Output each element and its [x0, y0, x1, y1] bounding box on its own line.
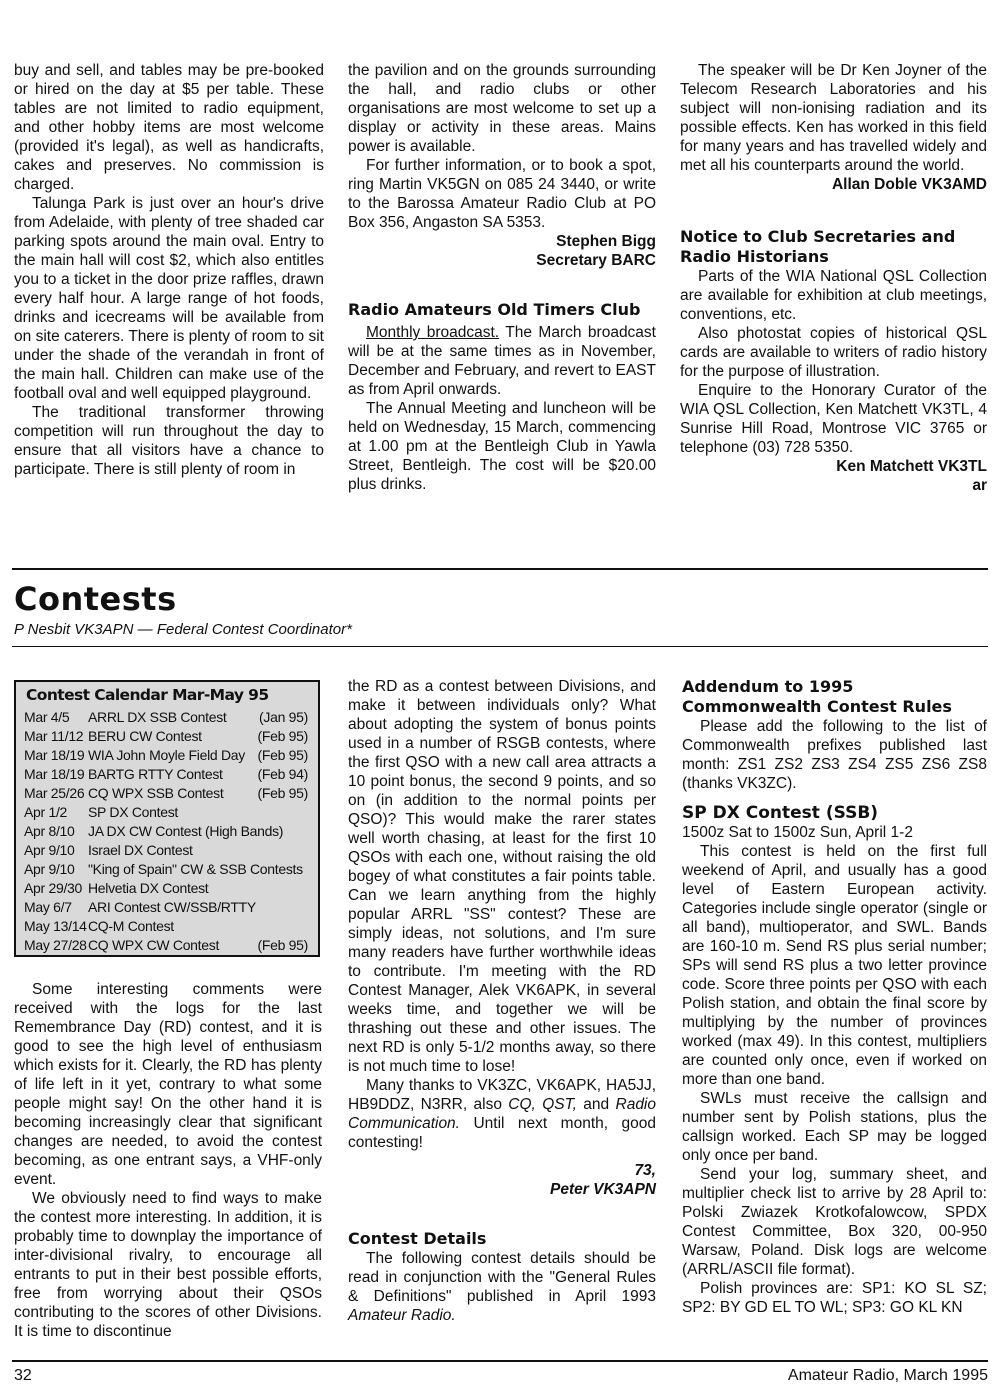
calendar-date: Apr 9/10	[24, 861, 75, 877]
signature: Ken Matchett VK3TL	[836, 458, 987, 475]
paragraph: Some interesting comments were received with the logs for the last Remembrance Day (RD) contest, and it is good to see the high level of enthusiasm which exists for it. Clearly, the RD has plenty of life left in it yet, contrary to what some people might say! On the other hand it is becoming increasingly clear that significant changes are needed, to avoid the contest becoming, as one entrant says, a VHF-only event.	[14, 981, 322, 1188]
italic-text: Radio Communication.	[348, 1096, 656, 1132]
paragraph: We obviously need to find ways to make the contest more interesting. In addition, it is probably time to downplay the importance of inter-divisional rivalry, to encourage all entrants to put in their best possible efforts, free from worrying about their QSOs contributing to the scores of other Divisions. It is time to discontinue	[14, 1190, 322, 1340]
calendar-row	[16, 841, 318, 860]
paragraph: Talunga Park is just over an hour's drive from Adelaide, with plenty of tree shaded car parking spots around the main oval. Entry to the main hall will cost $2, which also entitles you to a ticket in the door prize raffles, drawn every half hour. A large range of hot foods, drinks and icecreams will be available from on site caterers. There is plenty of room to sit under the shade of the verandah in front of the main hall. Children can make use of the football oval and well equipped playground.	[14, 195, 324, 402]
publication-title: Amateur Radio, March 1995	[787, 1367, 988, 1384]
calendar-row	[16, 746, 318, 765]
calendar-date: Mar 25/26	[24, 785, 85, 801]
calendar-row	[16, 727, 318, 746]
calendar-reference: (Jan 95)	[259, 709, 308, 725]
section-heading: Addendum to 1995 Commonwealth Contest Rules	[682, 677, 952, 716]
top-column-1	[14, 61, 324, 479]
paragraph-text: Until next month, good contesting!	[348, 1115, 656, 1151]
calendar-contest-name: BARTG RTTY Contest	[88, 766, 223, 782]
calendar-contest-name: CQ WPX SSB Contest	[88, 785, 224, 801]
calendar-row	[16, 917, 318, 936]
paragraph: The traditional transformer throwing competition will run throughout the day to ensure that all visitors have a chance to participate. There is still plenty of room in	[14, 404, 324, 478]
calendar-contest-name: Helvetia DX Contest	[88, 880, 209, 896]
calendar-contest-name: CQ-M Contest	[88, 918, 174, 934]
paragraph: Please add the following to the list of Commonwealth prefixes published last month: ZS1 ZS2 ZS3 ZS4 ZS5 ZS6 ZS8 (thanks VK3ZC).	[682, 718, 987, 792]
calendar-date: May 27/28	[24, 937, 87, 953]
calendar-row	[16, 765, 318, 784]
signature: 73,	[634, 1162, 656, 1179]
calendar-date: Mar 11/12	[24, 728, 84, 744]
calendar-contest-name: ARRL DX SSB Contest	[88, 709, 227, 725]
signature: Secretary BARC	[536, 252, 656, 269]
section-heading: Contest Details	[348, 1229, 487, 1248]
bottom-column-1	[14, 980, 322, 1341]
section-heading: Radio Amateurs Old Timers Club	[348, 300, 641, 319]
calendar-contest-name: CQ WPX CW Contest	[88, 937, 220, 953]
calendar-contest-name: BERU CW Contest	[88, 728, 202, 744]
paragraph: buy and sell, and tables may be pre-booked or hired on the day at $5 per table. These tables are not limited to radio equipment, and other hobby items are most welcome (provided it's legal), as well as handicrafts, cakes and preserves. No commission is charged.	[14, 62, 324, 193]
calendar-reference: (Feb 95)	[257, 728, 308, 744]
top-column-3	[680, 61, 987, 495]
calendar-date: Apr 29/30	[24, 880, 83, 896]
calendar-contest-name: WIA John Moyle Field Day	[88, 747, 245, 763]
footer-rule	[12, 1360, 988, 1362]
calendar-date: Apr 8/10	[24, 823, 75, 839]
calendar-reference: (Feb 95)	[257, 747, 308, 763]
bottom-column-3	[682, 677, 987, 1317]
top-column-2	[348, 61, 656, 494]
signature: Allan Doble VK3AMD	[831, 176, 987, 193]
paragraph: Polish provinces are: SP1: KO SL SZ; SP2: BY GD EL TO WL; SP3: GO KL KN	[682, 1280, 987, 1316]
calendar-date: May 13/14	[24, 918, 87, 934]
paragraph: Send your log, summary sheet, and multiplier check list to arrive by 28 April to: Polski Zwiazek Krotkofalowcow, SPDX Contest Committee, Box 320, 00-950 Warsaw, Poland. Disk logs are welcome (ARRL/ASCII file format).	[682, 1166, 987, 1278]
end-mark: ar	[972, 477, 987, 494]
paragraph: The speaker will be Dr Ken Joyner of the Telecom Research Laboratories and his subject will non-ionising radiation and its possible effects. Ken has worked in this field for many years and has travelled widely and met all his counterparts around the world.	[680, 62, 987, 174]
paragraph: Parts of the WIA National QSL Collection are available for exhibition at club meetings, conventions, etc.	[680, 268, 987, 323]
paragraph: the pavilion and on the grounds surrounding the hall, and radio clubs or other organisations are most welcome to set up a display or activity in these areas. Mains power is available.	[348, 62, 656, 155]
paragraph-text: The following contest details should be read in conjunction with the "General Rules & Definitions" published in April 1993	[348, 1250, 656, 1305]
signature: Stephen Bigg	[556, 233, 656, 250]
bottom-column-2	[348, 677, 656, 1325]
paragraph-text: The March broadcast will be at the same times as in November, December and February, and revert to EAST as from April onwards.	[348, 324, 656, 398]
calendar-date: Mar 18/19	[24, 766, 85, 782]
calendar-contest-name: "King of Spain" CW & SSB Contests	[88, 861, 303, 877]
calendar-rows	[16, 708, 318, 955]
italic-text: CQ, QST,	[508, 1096, 577, 1113]
calendar-date: Mar 4/5	[24, 709, 70, 725]
page-number: 32	[14, 1367, 32, 1384]
divider	[12, 568, 988, 570]
divider	[12, 646, 988, 647]
paragraph: 1500z Sat to 1500z Sun, April 1-2	[682, 824, 913, 841]
paragraph: The Annual Meeting and luncheon will be held on Wednesday, 15 March, commencing at 1.00 pm at the Bentleigh Club in Yawla Street, Bentleigh. The cost will be $20.00 plus drinks.	[348, 400, 656, 493]
calendar-contest-name: JA DX CW Contest (High Bands)	[88, 823, 284, 839]
paragraph-text: and	[576, 1096, 616, 1113]
section-heading: Notice to Club Secretaries and Radio Historians	[680, 227, 956, 266]
underlined-lead: Monthly broadcast.	[366, 324, 500, 341]
calendar-row	[16, 936, 318, 955]
paragraph: Enquire to the Honorary Curator of the WIA QSL Collection, Ken Matchett VK3TL, 4 Sunrise Hill Road, Montrose VIC 3765 or telephone (03) 728 5350.	[680, 382, 987, 456]
byline: P Nesbit VK3APN — Federal Contest Coordinator*	[14, 621, 352, 638]
calendar-reference: (Feb 95)	[257, 937, 308, 953]
italic-text: Amateur Radio.	[348, 1307, 456, 1324]
calendar-reference: (Feb 95)	[257, 785, 308, 801]
calendar-row	[16, 860, 318, 879]
calendar-contest-name: ARI Contest CW/SSB/RTTY	[88, 899, 256, 915]
contest-calendar	[14, 680, 320, 957]
calendar-row	[16, 708, 318, 727]
section-heading: SP DX Contest (SSB)	[682, 803, 879, 823]
calendar-date: Apr 9/10	[24, 842, 75, 858]
paragraph: the RD as a contest between Divisions, and make it between individuals only? What about adopting the system of bonus points used in a number of RSGB contests, where the first QSO with a new call area attracts a 10 point bonus, the second 9 points, and so on (in addition to the normal points per QSO)? This would make the rarer states well worth chasing, at least for the first 10 QSOs with each one, without raising the old bogey of what constitutes a fair points table. Can we learn anything from the highly popular ARRL "SS" contest? These are simply ideas, not solutions, and I'm sure many readers have further worthwhile ideas to contribute. I'm meeting with the RD Contest Manager, Alek VK6APK, in several weeks time, and together we will be thrashing out these and other issues. The next RD is only 5-1/2 months away, so there is not much time to lose!	[348, 678, 656, 1075]
section-title: Contests	[14, 580, 177, 618]
signature: Peter VK3APN	[550, 1181, 656, 1198]
paragraph: For further information, or to book a spot, ring Martin VK5GN on 085 24 3440, or write to the Barossa Amateur Radio Club at PO Box 356, Angaston SA 5353.	[348, 157, 656, 231]
calendar-contest-name: Israel DX Contest	[88, 842, 193, 858]
paragraph: This contest is held on the first full weekend of April, and usually has a good level of Eastern European activity. Categories include single operator (single or all band), multioperator, and SWL. Bands are 160-10 m. Send RS plus serial number; SPs will send RS plus a two letter province code. Score three points per QSO with each Polish station, and obtain the final score by multiplying by the number of provinces worked (max 49). In this contest, multipliers are counted only once, even if worked on more than one band.	[682, 843, 987, 1088]
calendar-contest-name: SP DX Contest	[88, 804, 178, 820]
calendar-date: May 6/7	[24, 899, 72, 915]
paragraph: Also photostat copies of historical QSL cards are available to writers of radio history for the purpose of illustration.	[680, 325, 987, 380]
calendar-reference: (Feb 94)	[257, 766, 308, 782]
calendar-row	[16, 898, 318, 917]
calendar-row	[16, 822, 318, 841]
calendar-row	[16, 784, 318, 803]
paragraph: SWLs must receive the callsign and number sent by Polish stations, plus the callsign worked. Each SP may be logged only once per band.	[682, 1090, 987, 1164]
calendar-title: Contest Calendar Mar-May 95	[26, 686, 269, 704]
calendar-row	[16, 879, 318, 898]
paragraph-text: Many thanks to VK3ZC, VK6APK, HA5JJ, HB9DDZ, N3RR, also	[348, 1077, 656, 1113]
calendar-date: Mar 18/19	[24, 747, 85, 763]
calendar-row	[16, 803, 318, 822]
calendar-date: Apr 1/2	[24, 804, 68, 820]
